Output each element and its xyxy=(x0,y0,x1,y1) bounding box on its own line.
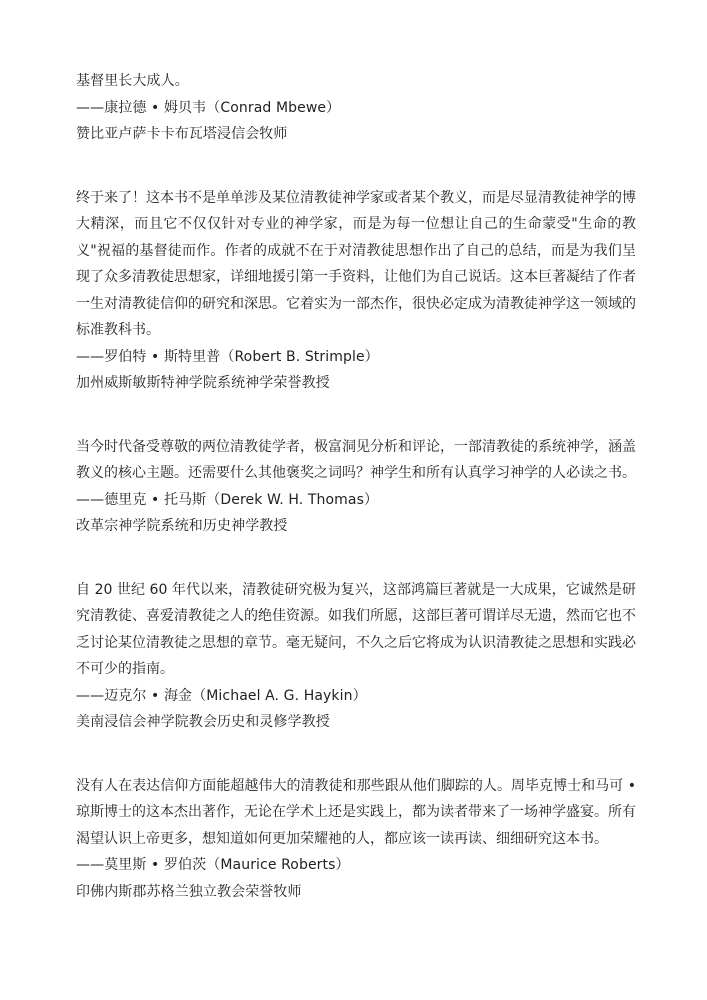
endorsement-author-title: 改革宗神学院系统和历史神学教授 xyxy=(76,518,288,534)
intro-author: ——康拉德 • 姆贝韦（Conrad Mbewe） xyxy=(76,99,341,116)
endorsement-text: 终于来了！这本书不是单单涉及某位清教徒神学家或者某个教义，而是尽显清教徒神学的博大精深，而且它不仅仅针对专业的神学家，而是为每一位想让自己的生命蒙受"生命的教义"祝福的基督徒而作。作者的成就不在于对清教徒思想作出了自己的总结，而是为我们呈现了众多清教徒思想家，详细地援引第一手资料，让他们为自己说话。这本巨著凝结了作者一生对清教徒信仰的研究和深思。它着实为一部杰作，很快必定成为清教徒神学这一领域的标准教科书。 xyxy=(76,189,636,338)
endorsement xyxy=(76,434,636,540)
endorsement xyxy=(76,577,636,736)
endorsement-author: ——罗伯特 • 斯特里普（Robert B. Strimple） xyxy=(76,348,379,365)
section-gap xyxy=(76,540,636,577)
intro-text-tail: 基督里长大成人。 xyxy=(76,73,189,89)
intro-author-title: 赞比亚卢萨卡卡布瓦塔浸信会牧师 xyxy=(76,126,288,142)
endorsement-text: 自 20 世纪 60 年代以来，清教徒研究极为复兴，这部鸿篇巨著就是一大成果，它诚然是研究清教徒、喜爱清教徒之人的绝佳资源。如我们所愿，这部巨著可谓详尽无遗，然而它也不乏讨论某位清教徒之思想的章节。毫无疑问，不久之后它将成为认识清教徒之思想和实践必不可少的指南。 xyxy=(76,581,636,677)
endorsement-author-title: 印佛内斯郡苏格兰独立教会荣誉牧师 xyxy=(76,883,302,900)
endorsement-text: 当今时代备受尊敬的两位清教徒学者，极富洞见分析和评论，一部清教徒的系统神学，涵盖教义的核心主题。还需要什么其他褒奖之词吗？神学生和所有认真学习神学的人必读之书。 xyxy=(76,438,636,481)
section-gap xyxy=(76,397,636,434)
endorsement-author: ——莫里斯 • 罗伯茨（Maurice Roberts） xyxy=(76,857,350,873)
section-gap xyxy=(76,736,636,773)
endorsement-author-title: 加州威斯敏斯特神学院系统神学荣誉教授 xyxy=(76,375,330,391)
document-page xyxy=(76,68,636,905)
endorsement-text: 没有人在表达信仰方面能超越伟大的清教徒和那些跟从他们脚踪的人。周毕克博士和马可 • 琼斯博士的这本杰出著作，无论在学术上还是实践上，都为读者带来了一场神学盛宴。所有渴望认识上帝更多，想知道如何更加荣耀祂的人，都应该一读再读、细细研究这本书。 xyxy=(76,777,636,847)
endorsement-author-title: 美南浸信会神学院教会历史和灵修学教授 xyxy=(76,714,330,730)
endorsement xyxy=(76,773,636,906)
endorsement-author: ——德里克 • 托马斯（Derek W. H. Thomas） xyxy=(76,491,379,508)
endorsement-author: ——迈克尔 • 海金（Michael A. G. Haykin） xyxy=(76,687,367,704)
endorsement xyxy=(76,185,636,397)
section-gap xyxy=(76,148,636,185)
